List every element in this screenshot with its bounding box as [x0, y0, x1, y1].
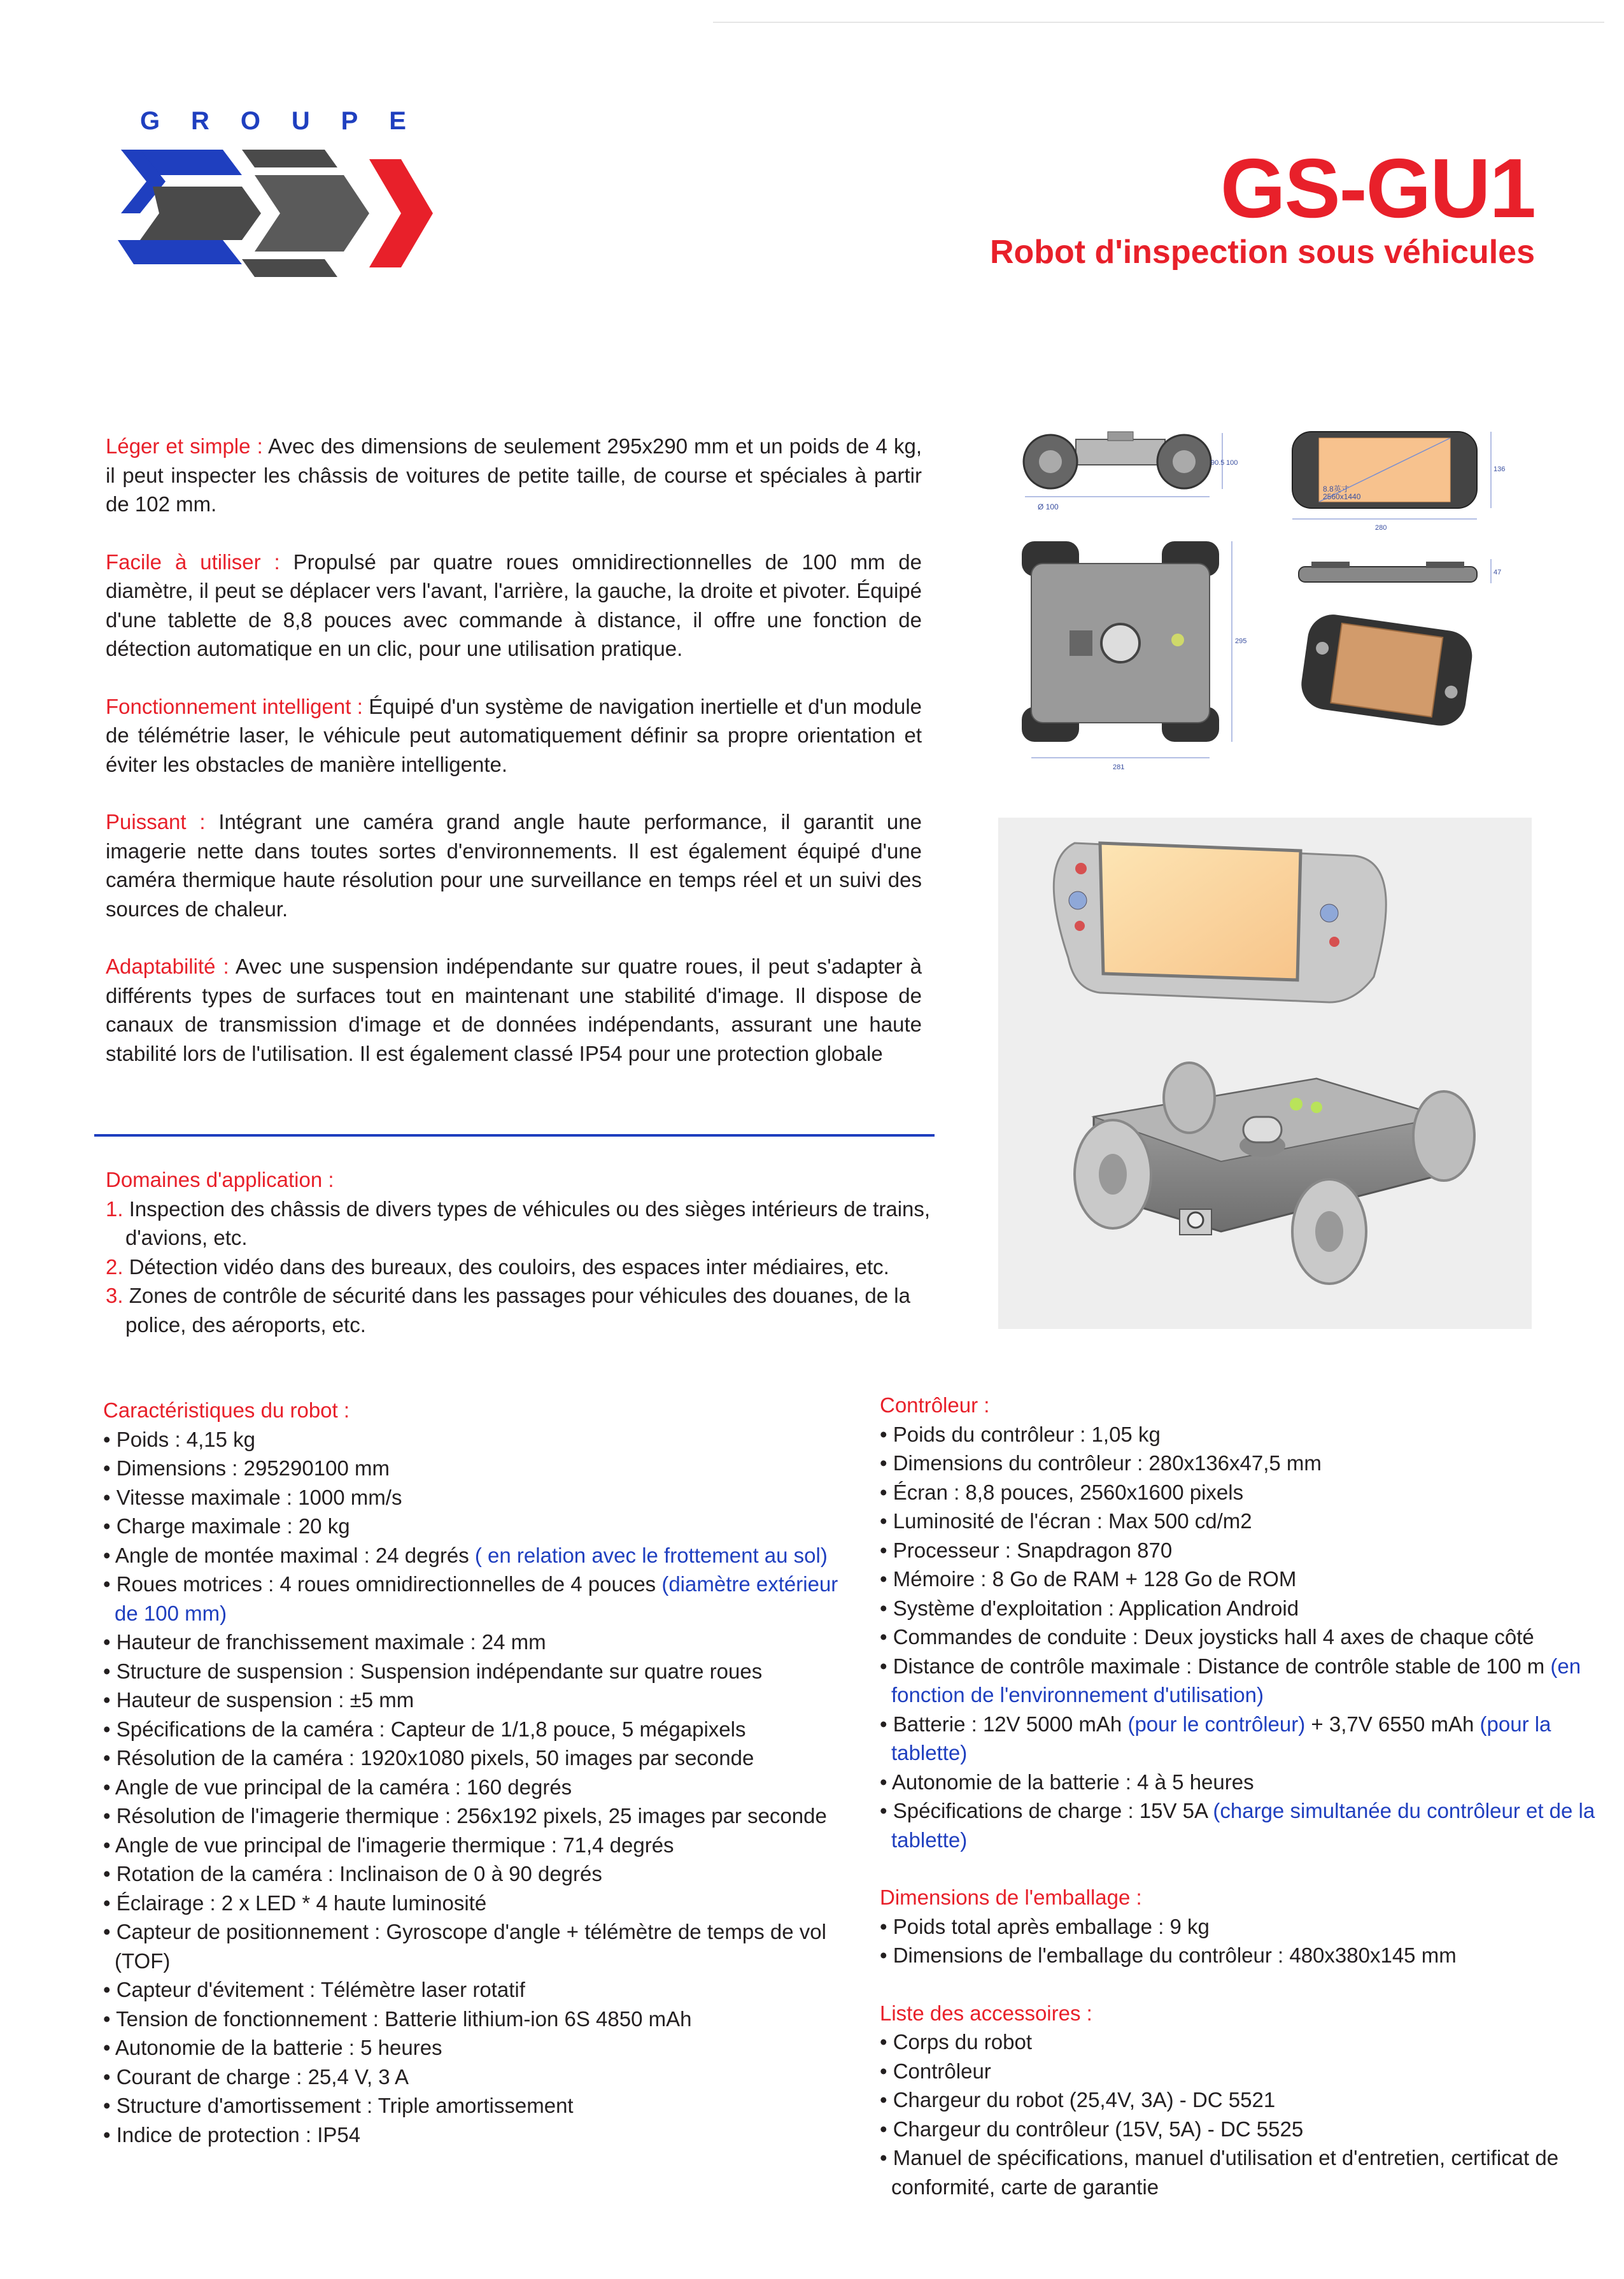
tablet-depth-label: 47 — [1493, 569, 1502, 576]
logo-word: G R O U P E — [140, 107, 407, 135]
groupe-ssi-logo — [115, 96, 446, 287]
accessory-item: • Manuel de spécifications, manuel d'utilisation et d'entretien, certificat de conformité, carte de garantie — [880, 2146, 1559, 2199]
list-item: 2. Détection vidéo dans des bureaux, des couloirs, des espaces inter médiaires, etc. — [106, 1254, 889, 1279]
product-title: GS-GU1 — [1220, 141, 1535, 235]
spec-item: • Autonomie de la batterie : 4 à 5 heures — [880, 1770, 1254, 1794]
spec-item: • Angle de vue principal de l'imagerie thermique : 71,4 degrés — [103, 1833, 674, 1857]
spec-item: • Spécifications de charge : 15V 5A (charge simultanée du contrôleur et de la tablette) — [880, 1799, 1595, 1852]
robot-width-label: 281 — [1113, 763, 1125, 771]
spec-item: • Angle de montée maximal : 24 degrés ( en relation avec le frottement au sol) — [103, 1543, 828, 1567]
robot-specs-heading: Caractéristiques du robot : — [103, 1398, 350, 1422]
spec-item: • Luminosité de l'écran : Max 500 cd/m2 — [880, 1509, 1252, 1533]
spec-item: • Distance de contrôle maximale : Distance de contrôle stable de 100 m (en fonction de l'environnement d'utilisation) — [880, 1654, 1581, 1707]
wheel-dim-label: Ø 100 — [1038, 502, 1059, 511]
intro-paragraph: Puissant : Intégrant une caméra grand angle haute performance, il garantit une imagerie nette dans toutes sortes d'environnements. Il est également équipé d'une caméra thermique haute résolution pour une surveillance en temps réel et un suivi des sources de chaleur. — [106, 810, 922, 921]
accessory-item: • Contrôleur — [880, 2059, 991, 2083]
spec-item: • Hauteur de franchissement maximale : 24 mm — [103, 1630, 546, 1654]
spec-item: • Mémoire : 8 Go de RAM + 128 Go de ROM — [880, 1567, 1297, 1591]
product-subtitle: Robot d'inspection sous véhicules — [989, 234, 1535, 271]
spec-item: • Commandes de conduite : Deux joysticks hall 4 axes de chaque côté — [880, 1625, 1534, 1649]
list-item: 1. Inspection des châssis de divers types de véhicules ou des sièges intérieurs de trains, d'avions, etc. — [106, 1196, 931, 1249]
screen-size-label: 8.8英寸 — [1323, 485, 1349, 493]
intro-paragraph: Adaptabilité : Avec une suspension indépendante sur quatre roues, il peut s'adapter à différents types de surfaces tout en maintenant une stabilité d'image. Il dispose de canaux de transmission d'image et de données indépendants, assurant une haute stabilité lors de l'utilisation. Il est également classé IP54 pour une protection globale — [106, 955, 922, 1065]
robot-top-view — [1022, 541, 1246, 771]
section-divider — [94, 1134, 935, 1137]
robot-render — [1075, 1063, 1474, 1284]
tablet-top-view — [1292, 432, 1505, 532]
robot-depth-label: 295 — [1235, 637, 1247, 645]
height-dim-label-2: 100 — [1226, 459, 1238, 467]
accessories-heading: Liste des accessoires : — [880, 2001, 1092, 2025]
spec-item: • Courant de charge : 25,4 V, 3 A — [103, 2064, 409, 2089]
intro-paragraph: Fonctionnement intelligent : Équipé d'un système de navigation inertielle et d'un module de télémétrie laser, le véhicule peut automatiquement définir sa propre orientation et éviter les obstacles de manière intelligente. — [106, 694, 922, 776]
spec-item: • Indice de protection : IP54 — [103, 2122, 361, 2147]
spec-item: • Dimensions du contrôleur : 280x136x47,5 mm — [880, 1451, 1322, 1475]
list-item: 3. Zones de contrôle de sécurité dans les passages pour véhicules des douanes, de la police, des aéroports, etc. — [106, 1284, 910, 1337]
controller-heading: Contrôleur : — [880, 1393, 990, 1417]
spec-item: • Roues motrices : 4 roues omnidirectionnelles de 4 pouces (diamètre extérieur de 100 mm) — [103, 1572, 838, 1625]
spec-item: • Structure de suspension : Suspension indépendante sur quatre roues — [103, 1659, 763, 1683]
intro-paragraph: Léger et simple : Avec des dimensions de seulement 295x290 mm et un poids de 4 kg, il peut inspecter les châssis de voitures de petite taille, de course et spéciales à partir de 102 mm. — [106, 434, 922, 516]
spec-item: • Processeur : Snapdragon 870 — [880, 1538, 1173, 1562]
spec-item: • Poids total après emballage : 9 kg — [880, 1914, 1210, 1938]
intro-section — [106, 432, 922, 1097]
robot-specs — [103, 1396, 842, 2149]
robot-and-tablet-render — [998, 818, 1532, 1329]
packaging-heading: Dimensions de l'emballage : — [880, 1885, 1142, 1909]
tablet-width-label: 280 — [1375, 524, 1387, 532]
spec-item: • Poids du contrôleur : 1,05 kg — [880, 1422, 1161, 1446]
spec-item: • Capteur de positionnement : Gyroscope d'angle + télémètre de temps de vol (TOF) — [103, 1920, 826, 1973]
top-rule — [713, 22, 1604, 23]
spec-item: • Tension de fonctionnement : Batterie lithium-ion 6S 4850 mAh — [103, 2006, 692, 2031]
logo-chevrons-icon — [115, 150, 446, 277]
spec-item: • Vitesse maximale : 1000 mm/s — [103, 1485, 402, 1509]
spec-item: • Dimensions de l'emballage du contrôleur : 480x380x145 mm — [880, 1943, 1457, 1967]
spec-item: • Hauteur de suspension : ±5 mm — [103, 1688, 414, 1712]
spec-item: • Rotation de la caméra : Inclinaison de 0 à 90 degrés — [103, 1862, 602, 1885]
domains-heading: Domaines d'application : — [106, 1168, 334, 1191]
spec-item: • Capteur d'évitement : Télémètre laser rotatif — [103, 1978, 525, 2001]
technical-drawings — [1012, 420, 1553, 783]
tablet-render — [1054, 843, 1386, 1002]
spec-item: • Poids : 4,15 kg — [103, 1427, 256, 1451]
spec-item: • Angle de vue principal de la caméra : 160 degrés — [103, 1775, 572, 1799]
intro-paragraph: Facile à utiliser : Propulsé par quatre roues omnidirectionnelles de 100 mm de diamètre, il peut se déplacer vers l'avant, l'arrière, la gauche, la droite et pivoter. Équipé d'une tablette de 8,8 pouces avec commande à distance, il offre une fonction de détection automatique en un clic, pour une utilisation pratique. — [106, 550, 922, 660]
product-render — [998, 818, 1532, 1329]
controller-specs — [880, 1391, 1599, 2201]
spec-item: • Résolution de la caméra : 1920x1080 pixels, 50 images par seconde — [103, 1746, 754, 1770]
robot-front-view — [1024, 432, 1238, 511]
spec-item: • Dimensions : 295290100 mm — [103, 1456, 390, 1480]
tablet-perspective-view — [1298, 611, 1475, 729]
spec-item: • Résolution de l'imagerie thermique : 256x192 pixels, 25 images par seconde — [103, 1804, 827, 1828]
accessory-item: • Chargeur du robot (25,4V, 3A) - DC 5521 — [880, 2088, 1276, 2112]
spec-item: • Écran : 8,8 pouces, 2560x1600 pixels — [880, 1480, 1244, 1504]
spec-item: • Charge maximale : 20 kg — [103, 1514, 350, 1538]
accessory-item: • Corps du robot — [880, 2030, 1033, 2054]
spec-item: • Éclairage : 2 x LED * 4 haute luminosité — [103, 1891, 487, 1915]
tablet-height-label: 136 — [1493, 465, 1506, 473]
tablet-side-view — [1299, 559, 1501, 583]
screen-res-label: 2560x1440 — [1323, 492, 1361, 501]
accessory-item: • Chargeur du contrôleur (15V, 5A) - DC 5525 — [880, 2117, 1304, 2141]
spec-item: • Système d'exploitation : Application Android — [880, 1596, 1299, 1620]
spec-item: • Autonomie de la batterie : 5 heures — [103, 2036, 442, 2059]
height-dim-label: 90.5 — [1211, 459, 1225, 467]
spec-item: • Spécifications de la caméra : Capteur de 1/1,8 pouce, 5 mégapixels — [103, 1717, 746, 1741]
domains-section — [106, 1165, 933, 1339]
spec-item: • Batterie : 12V 5000 mAh (pour le contrôleur) + 3,7V 6550 mAh (pour la tablette) — [880, 1712, 1551, 1764]
spec-item: • Structure d'amortissement : Triple amortissement — [103, 2094, 574, 2117]
